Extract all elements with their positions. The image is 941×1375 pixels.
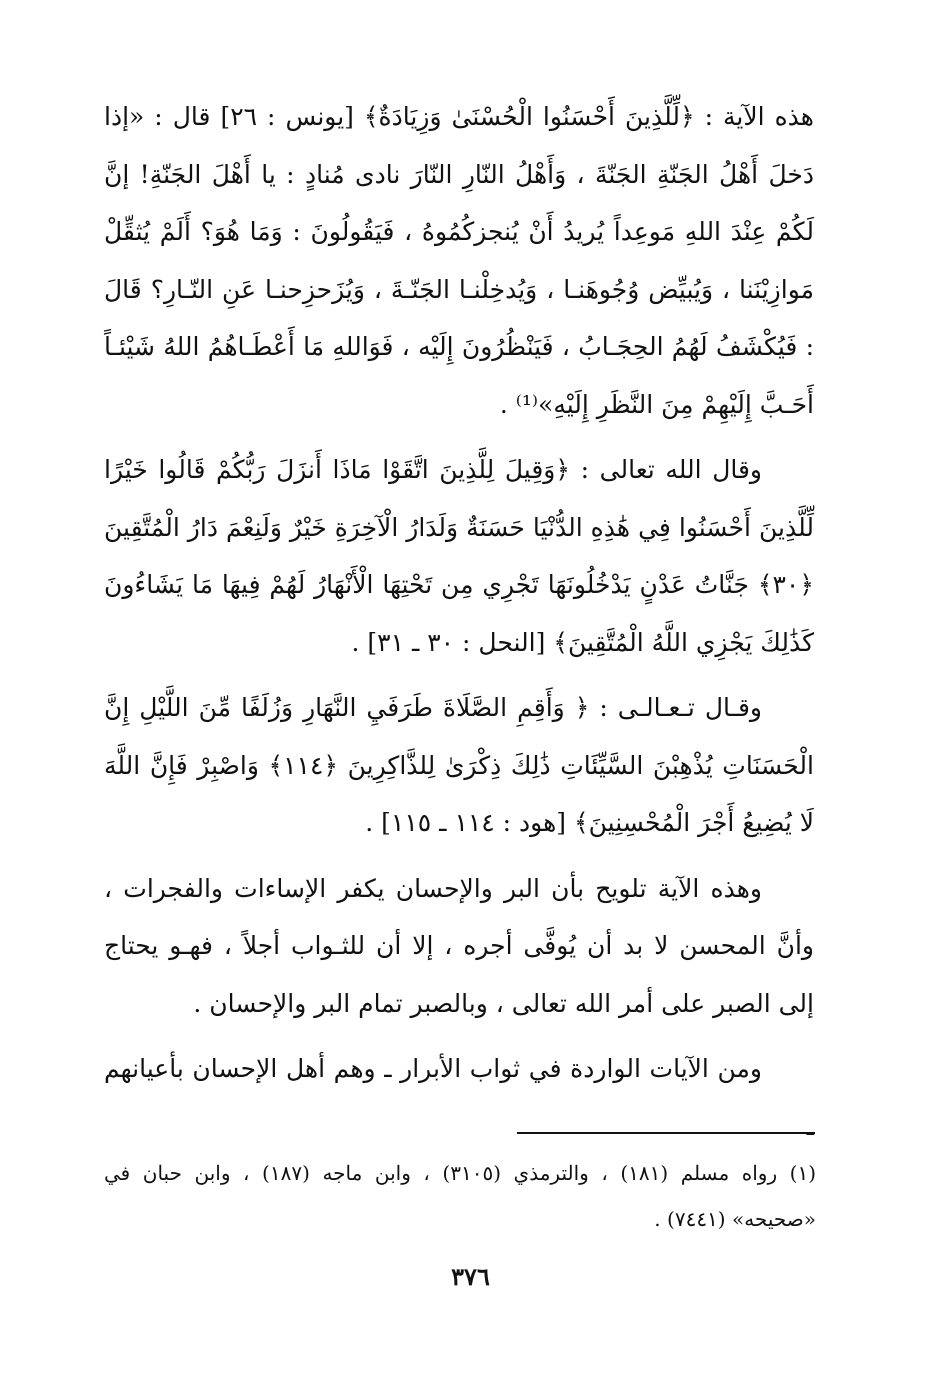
paragraph-commentary: وهذه الآية تلويح بأن البر والإحسان يكفر الإساءات والفجرات ، وأنَّ المحسن لا بد أن يُوفَّى أجره ، إلا أن للثـواب أجلاً ، فهـو يحتاج إلى الصبر على أمر الله تعالى ، وبالصبر تمام البر والإحسان . bbox=[104, 873, 814, 1018]
main-text bbox=[104, 88, 814, 1163]
paragraph-nahl-verse: وقال الله تعالى : ﴿وَقِيلَ لِلَّذِينَ اتَّقَوْا مَاذَا أَنزَلَ رَبُّكُمْ قَالُوا خَيْرًا لِّلَّذِينَ أَحْسَنُوا فِي هَٰذِهِ الدُّنْيَا حَسَنَةٌ وَلَدَارُ الْآخِرَةِ خَيْرٌ وَلَنِعْمَ دَارُ الْمُتَّقِينَ ﴿٣٠﴾ جَنَّاتُ عَدْنٍ يَدْخُلُونَهَا تَجْرِي مِن تَحْتِهَا الْأَنْهَارُ لَهُمْ فِيهَا مَا يَشَاءُونَ كَذَٰلِكَ يَجْزِي اللَّهُ الْمُتَّقِينَ﴾ [النحل : ٣٠ ـ ٣١] . bbox=[104, 455, 814, 657]
footnote: (١) رواه مسلم (١٨١) ، والترمذي (٣١٠٥) ، وابن ماجه (١٨٧) ، وابن حبان في «صحيحه» (٧٤٤١) . bbox=[104, 1161, 817, 1231]
paragraph-hadith: هذه الآية : ﴿لِّلَّذِينَ أَحْسَنُوا الْحُسْنَىٰ وَزِيَادَةٌ﴾ [يونس : ٢٦] قال : «إذا دَخلَ أَهْلُ الجَنّةِ الجَنّةَ ، وَأَهْلُ النّارِ النّارَ نادى مُنادٍ : يا أَهْلَ الجَنّةِ! إنَّ لَكُمْ عِنْدَ اللهِ مَوعِداً يُريدُ أَنْ يُنجزكُمُوهُ ، فَيَقُولُونَ : وَمَا هُوَ؟ أَلَمْ يُثقِّلْ مَوازِيْنَنا ، وَيُبيِّض وُجُوهَنـا ، وَيُدخِلْنـا الجَنّـةَ ، وَيُزَحزِحنـا عَنِ النّـارِ؟ قَالَ : فَيُكْشَفُ لَهُمُ الحِجَـابُ ، فَيَنْظُرُونَ إِلَيْه ، فَوَاللهِ مَا أَعْطَـاهُمُ اللهُ شَيْئـاً أَحَـبَّ إِلَيْهِمْ مِنَ النَّظَرِ إِلَيْهِ»⁽¹⁾ . bbox=[104, 102, 814, 419]
page-number: ٣٧٦ bbox=[451, 1262, 490, 1291]
paragraph-continuation: ومن الآيات الواردة في ثواب الأبرار ـ وهم أهل الإحسان بأعيانهم ـ bbox=[104, 1054, 814, 1141]
footnote-separator bbox=[517, 1132, 815, 1134]
paragraph-hud-verse: وقـال تـعـالـى : ﴿ وَأَقِمِ الصَّلَاةَ طَرَفَيِ النَّهَارِ وَزُلَفًا مِّنَ اللَّيْلِ إِنَّ الْحَسَنَاتِ يُذْهِبْنَ السَّيِّئَاتِ ذَٰلِكَ ذِكْرَىٰ لِلذَّاكِرِينَ ﴿١١٤﴾ وَاصْبِرْ فَإِنَّ اللَّهَ لَا يُضِيعُ أَجْرَ الْمُحْسِنِينَ﴾ [هود : ١١٤ ـ ١١٥] . bbox=[104, 693, 814, 837]
